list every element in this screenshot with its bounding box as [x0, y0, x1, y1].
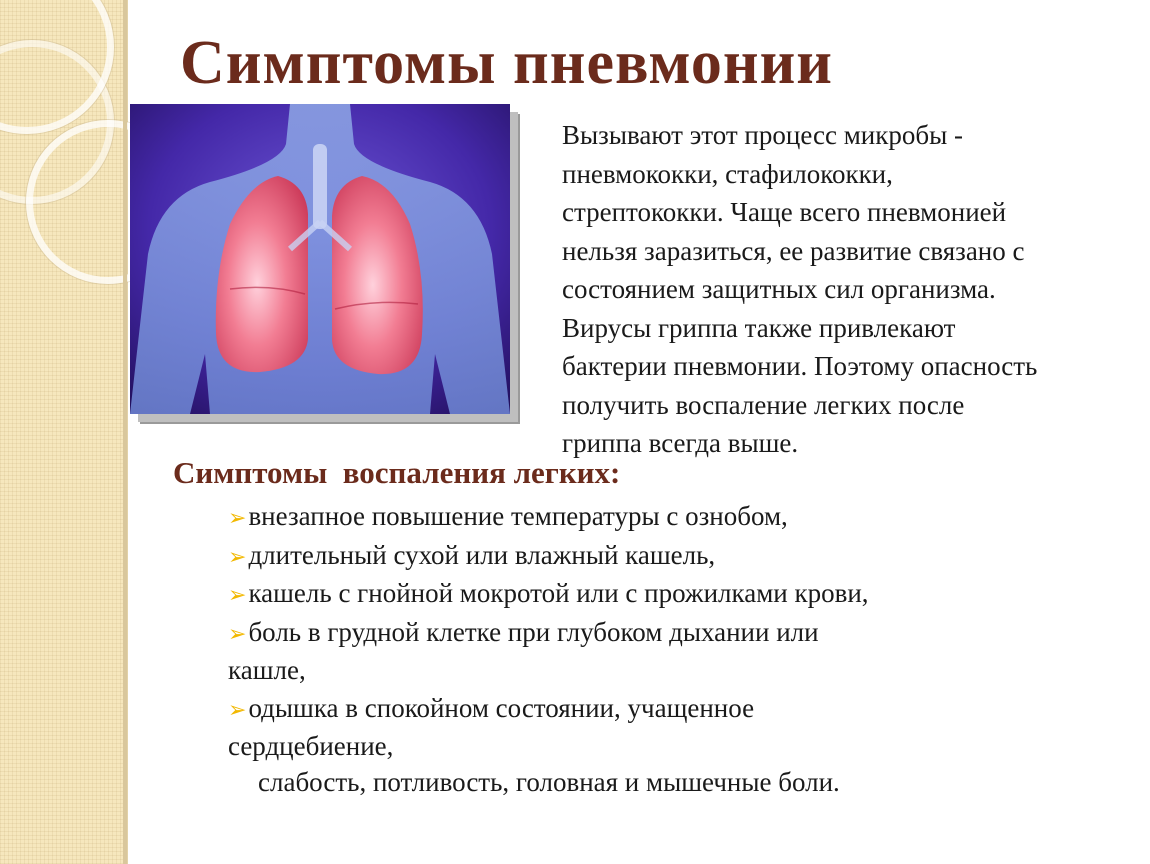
- lungs-illustration: [130, 104, 510, 414]
- symptom-text: боль в грудной клетке при глубоком дыхании или: [248, 616, 819, 647]
- list-item: [228, 690, 869, 766]
- checkmark-arrow-bullet-icon: ➢: [228, 582, 247, 607]
- list-item: [228, 575, 869, 614]
- symptom-last-line: слабость, потливость, головная и мышечные боли.: [258, 767, 840, 797]
- list-item: [228, 498, 869, 537]
- symptom-text: длительный сухой или влажный кашель,: [248, 539, 716, 570]
- intro-line: Вирусы гриппа также привлекают: [562, 312, 956, 343]
- symptom-text: кашель с гнойной мокротой или с прожилками крови,: [248, 578, 869, 608]
- intro-line: бактерии пневмонии. Поэтому опасность: [562, 351, 1038, 381]
- intro-line: Вызывают этот процесс микробы -: [562, 120, 963, 150]
- strip-edge: [123, 0, 127, 864]
- lungs-image: [130, 104, 510, 414]
- checkmark-arrow-bullet-icon: ➢: [228, 620, 247, 646]
- intro-line: получить воспаление легких после: [562, 389, 965, 420]
- symptom-continuation: кашле,: [228, 655, 306, 685]
- intro-line: гриппа всегда выше.: [562, 428, 799, 458]
- intro-line: пневмококки, стафилококки,: [562, 158, 893, 189]
- list-item: [228, 614, 869, 690]
- symptom-text: внезапное повышение температуры с ознобом,: [248, 501, 788, 531]
- intro-paragraph: [562, 116, 1142, 463]
- symptoms-list: [228, 498, 869, 766]
- intro-line: стрептококки. Чаще всего пневмонией: [562, 197, 1007, 227]
- symptoms-heading: Симптомы воспаления легких:: [173, 455, 621, 490]
- intro-line: нельзя заразиться, ее развитие связано с: [562, 235, 1025, 266]
- intro-line: состоянием защитных сил организма.: [562, 274, 996, 304]
- checkmark-arrow-bullet-icon: ➢: [228, 543, 247, 569]
- decorative-side-strip: [0, 0, 128, 864]
- list-item: [228, 537, 869, 576]
- symptom-text: одышка в спокойном состоянии, учащенное: [248, 692, 755, 723]
- slide-title: Симптомы пневмонии: [180, 29, 834, 97]
- checkmark-arrow-bullet-icon: ➢: [228, 505, 247, 530]
- symptom-continuation: сердцебиение,: [228, 731, 394, 761]
- checkmark-arrow-bullet-icon: ➢: [228, 696, 247, 722]
